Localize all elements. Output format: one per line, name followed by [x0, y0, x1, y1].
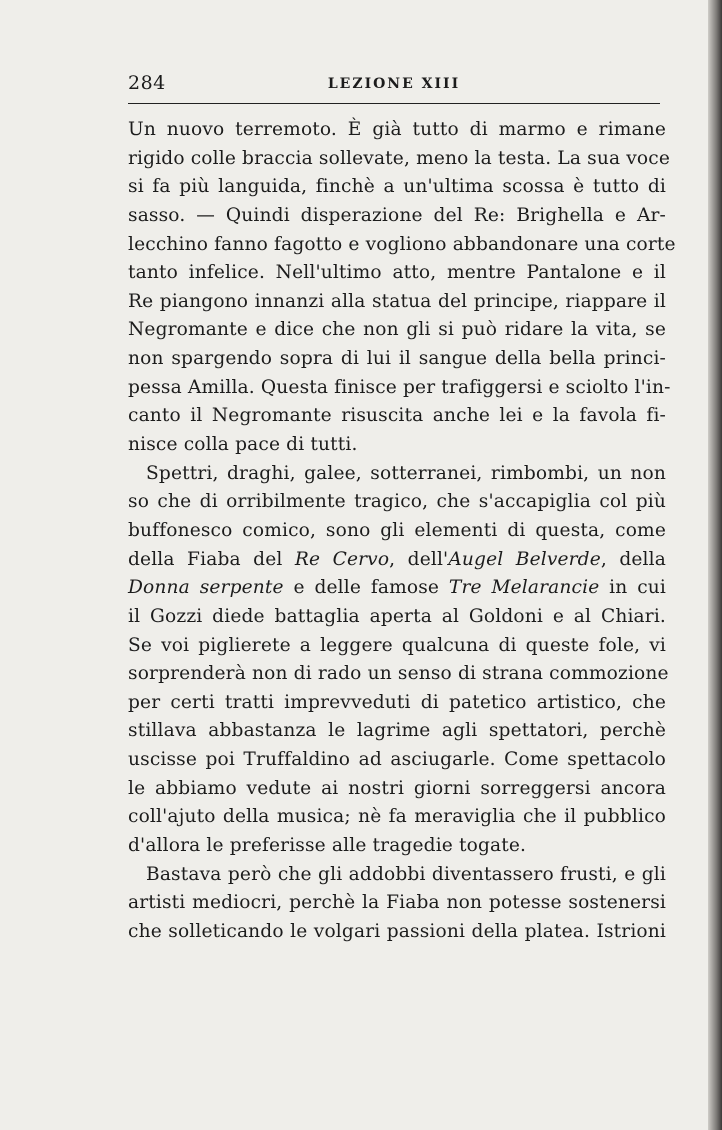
text-segment: e delle famose — [283, 577, 449, 599]
text-line — [128, 889, 666, 918]
text-segment: che solleticando le volgari passioni della platea. Istrioni — [128, 920, 666, 942]
page-number: 284 — [128, 72, 166, 94]
text-segment: artisti mediocri, perchè la Fiaba non potesse sostenersi — [128, 892, 666, 914]
text-line — [128, 918, 666, 947]
text-line — [128, 145, 670, 174]
text-line — [128, 402, 666, 431]
text-line — [128, 603, 666, 632]
text-segment: della Fiaba del — [128, 548, 295, 570]
text-segment: si fa più languida, finchè a un'ultima scossa è tutto di — [128, 176, 666, 198]
text-line — [128, 660, 669, 689]
text-segment: canto il Negromante risuscita anche lei e la favola fi- — [128, 405, 666, 427]
text-segment: Se voi piglierete a leggere qualcuna di queste fole, vi — [128, 634, 666, 656]
text-segment: Negromante e dice che non gli si può ridare la vita, se — [128, 319, 666, 341]
text-segment: rigido colle braccia sollevate, meno la testa. La sua voce — [128, 147, 670, 169]
text-segment: coll'ajuto della musica; nè fa meraviglia che il pubblico — [128, 806, 666, 828]
paragraph — [128, 861, 666, 947]
text-line — [128, 689, 666, 718]
text-line — [128, 632, 666, 661]
text-segment: , dell' — [389, 548, 449, 570]
page-header — [128, 70, 660, 104]
text-segment: nisce colla pace di tutti. — [128, 434, 358, 456]
text-line — [128, 431, 666, 460]
text-segment: stillava abbastanza le lagrime agli spettatori, perchè — [128, 720, 666, 742]
text-segment: il Gozzi diede battaglia aperta al Goldoni e al Chiari. — [128, 605, 666, 627]
text-line — [128, 116, 666, 145]
text-line — [128, 546, 666, 575]
text-line — [128, 202, 666, 231]
italic-title: Augel Belverde — [448, 548, 601, 570]
text-line — [128, 460, 666, 489]
text-segment: tanto infelice. Nell'ultimo atto, mentre Pantalone e il — [128, 262, 666, 284]
text-segment: Bastava però che gli addobbi diventassero frusti, e gli — [146, 863, 666, 885]
text-segment: non spargendo sopra di lui il sangue della bella princi- — [128, 348, 666, 370]
text-segment: Un nuovo terremoto. È già tutto di marmo e rimane — [128, 119, 666, 140]
text-line — [128, 517, 666, 546]
text-line — [128, 374, 671, 403]
header-rule — [128, 103, 660, 104]
running-head: LEZIONE XIII — [327, 76, 461, 92]
text-line — [128, 345, 666, 374]
text-line — [128, 288, 666, 317]
text-line — [128, 746, 666, 775]
text-line — [128, 259, 666, 288]
text-segment: Spettri, draghi, galee, sotterranei, rimbombi, un non — [146, 462, 666, 484]
italic-title: Donna serpente — [128, 577, 284, 599]
text-line — [128, 488, 666, 517]
text-segment: per certi tratti imprevveduti di patetico artistico, che — [128, 691, 666, 713]
text-line — [128, 832, 666, 861]
text-segment: so che di orribilmente tragico, che s'accapiglia col più — [128, 491, 666, 513]
text-segment: uscisse poi Truffaldino ad asciugarle. Come spettacolo — [128, 749, 666, 771]
text-line — [128, 775, 666, 804]
italic-title: Tre Melarancie — [448, 577, 600, 599]
italic-title: Re Cervo — [294, 548, 390, 570]
text-segment: pessa Amilla. Questa finisce per trafiggersi e sciolto l'in- — [128, 376, 671, 398]
body-text — [128, 116, 676, 947]
text-segment: Re piangono innanzi alla statua del principe, riappare il — [128, 290, 666, 312]
paragraph — [128, 116, 676, 460]
paragraph — [128, 460, 669, 861]
text-line — [128, 861, 666, 890]
text-segment: sorprenderà non di rado un senso di strana commozione — [128, 663, 669, 685]
text-segment: in cui — [599, 577, 666, 599]
text-line — [128, 173, 666, 202]
text-line — [128, 803, 666, 832]
text-segment: , della — [600, 548, 666, 570]
text-segment: lecchino fanno fagotto e vogliono abbandonare una corte — [128, 233, 676, 255]
text-segment: le abbiamo vedute ai nostri giorni sorreggersi ancora — [128, 777, 666, 799]
text-line — [128, 316, 666, 345]
text-segment: sasso. — Quindi disperazione del Re: Brighella e Ar- — [128, 204, 666, 226]
text-segment: d'allora le preferisse alle tragedie togate. — [128, 835, 527, 857]
text-line — [128, 574, 666, 603]
text-line — [128, 717, 666, 746]
text-segment: buffonesco comico, sono gli elementi di questa, come — [128, 519, 666, 541]
text-line — [128, 231, 676, 260]
page-edge-shadow — [708, 0, 722, 1130]
